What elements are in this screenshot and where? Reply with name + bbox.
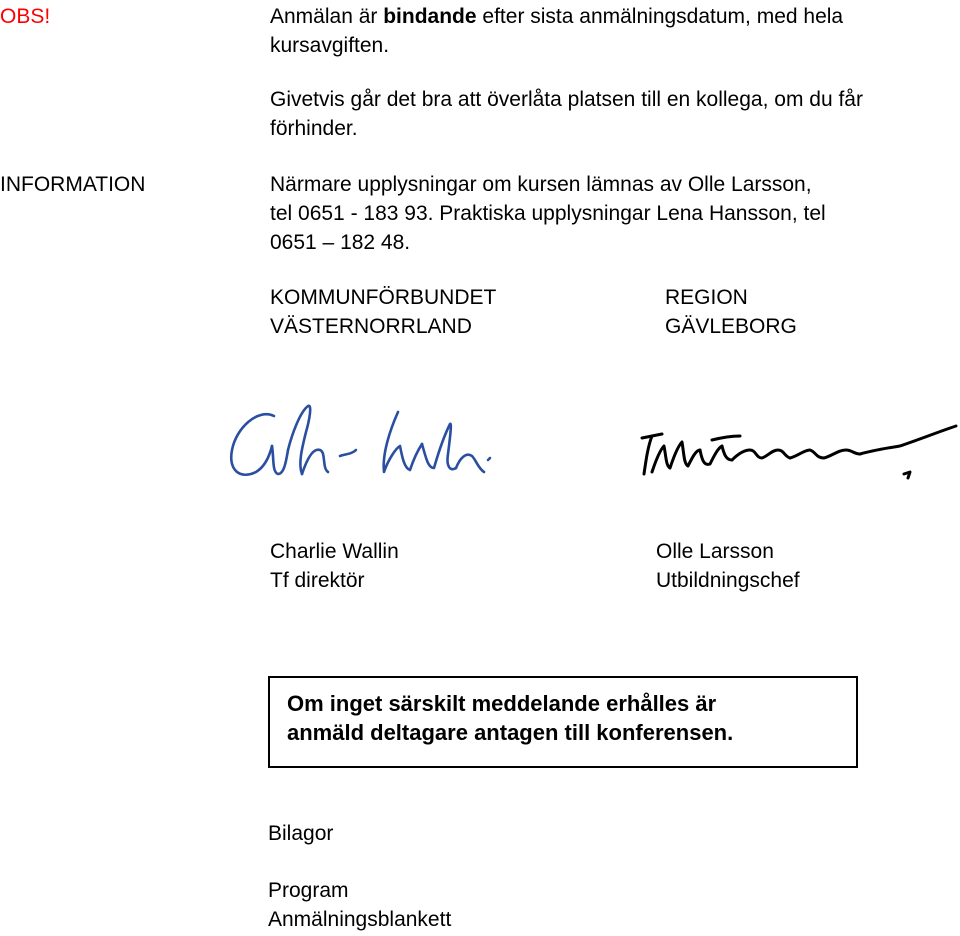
attachment-item: Anmälningsblankett (268, 908, 452, 931)
organization-left (270, 283, 496, 341)
attachments-title: Bilagor (268, 822, 334, 845)
organization-right (665, 283, 797, 341)
signature-olle-larsson (638, 420, 960, 490)
info-line-3: 0651 – 182 48. (270, 231, 411, 254)
notice-line-1: Om inget särskilt meddelande erhålles är (287, 691, 717, 716)
information-label: INFORMATION (0, 173, 146, 196)
binding-text-pre: Anmälan är (270, 5, 384, 28)
org-left-line-2: VÄSTERNORRLAND (270, 315, 472, 338)
transfer-paragraph: Givetvis går det bra att överlåta platsen till en kollega, om du får förhinder. (270, 88, 863, 140)
obs-label: OBS! (0, 5, 51, 28)
signatory-left-name: Charlie Wallin (270, 540, 399, 563)
attachment-item: Program (268, 879, 349, 902)
org-right-line-1: REGION (665, 286, 748, 309)
notice-line-2: anmäld deltagare antagen till konferensen. (287, 720, 734, 745)
signatory-left-title: Tf direktör (270, 569, 365, 592)
information-paragraph (270, 170, 930, 257)
binding-text-post: efter sista anmälningsdatum, med hela kursavgiften. (270, 5, 844, 57)
signatory-right-title: Utbildningschef (656, 569, 800, 592)
signatory-left (270, 537, 399, 595)
signatory-right-name: Olle Larsson (656, 540, 774, 563)
info-line-2: tel 0651 - 183 93. Praktiska upplysningar Lena Hansson, tel (270, 202, 826, 225)
attachments-list (268, 876, 451, 934)
org-right-line-2: GÄVLEBORG (665, 315, 797, 338)
signature-charlie-wallin (222, 398, 502, 490)
org-left-line-1: KOMMUNFÖRBUNDET (270, 286, 497, 309)
binding-paragraph (270, 2, 930, 60)
binding-text-bold: bindande (383, 5, 477, 28)
info-line-1: Närmare upplysningar om kursen lämnas av Olle Larsson, (270, 173, 812, 196)
signatory-right (656, 537, 800, 595)
admission-notice-box (268, 676, 858, 768)
